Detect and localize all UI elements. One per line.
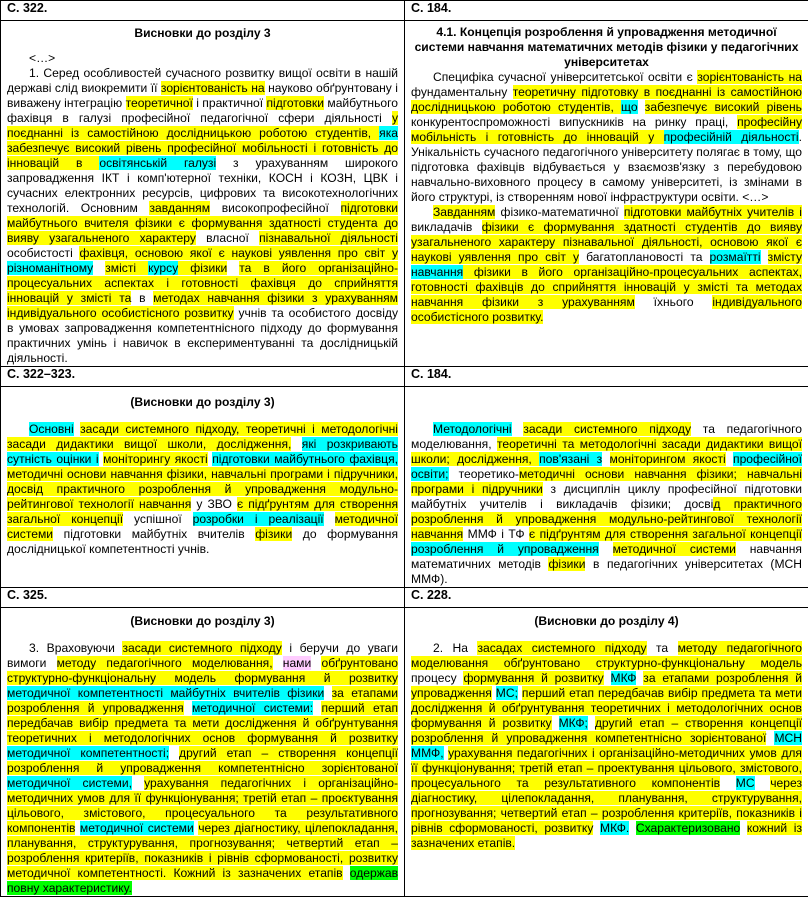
paragraph [411,205,802,325]
text-run: у ЗВО [191,497,237,511]
text-run [755,776,771,790]
highlighted-text: розмаїтті [710,250,761,264]
text-run: їхнього [635,295,713,309]
highlighted-text: методичної системи [7,512,398,541]
highlighted-text: методичної системи [80,821,194,835]
text-run: в [131,291,153,305]
highlighted-text: методичні основи навчання фізики; навчальні програми і підручники [411,467,802,496]
text-run: багатоплановості та [579,250,710,264]
text-run: фундаментальну [411,85,513,99]
highlighted-text: пізнавальної діяльності [259,231,398,245]
highlighted-text: яка [379,126,398,140]
highlighted-text: завданням [149,201,210,215]
highlighted-text: змісті [105,261,148,275]
right-cell [405,387,808,588]
paragraph [411,422,802,587]
text-run: теоретико- [449,467,519,481]
highlighted-text: МКФ [611,671,637,685]
text-run: 1. Серед особливостей сучасного розвитку вищої освіти в нашій державі слід виокремити її [7,66,398,95]
highlighted-text: методичної компетентності майбутніх вчителів фізики [7,686,324,700]
text-run [227,261,239,275]
highlighted-text: Методологічні [433,422,512,436]
highlighted-text: методу педагогічного моделювання обґрунтовано структурно-функціональну модель [411,641,802,670]
paragraph [411,70,802,205]
highlighted-text: теоретичні та методологічні засади дидактики вищої школи; дослідження, [411,437,802,466]
highlighted-text: різноманітному [7,261,93,275]
text-run [593,821,600,835]
text-run: навчання математичних методів [411,542,802,571]
highlighted-text: моніторингу якості [103,452,208,466]
highlighted-text: які розкривають сутність оцінки і [7,437,398,466]
highlighted-text: одержав повну характеристику. [7,866,398,895]
highlighted-text: методичні основи навчання фізики, навчальні програми і підручники, досвід практичного розроблення й упровадження модульно-рейтингової технології навчання [7,467,398,511]
text-run [324,686,331,700]
text-run [588,716,595,730]
paragraph [7,422,398,557]
highlighted-text: засади системного підходу, теоретичні і методологічні засади дидактики вищої школи, дослідження, [7,422,398,451]
text-run [132,776,144,790]
text-run [512,422,524,436]
highlighted-text: професійну мобільність і готовність до інновацій у [411,115,802,144]
text-run: з дисциплін циклу професійної підготовки майбутніх учителів і викладачів фізики; досві [411,482,802,511]
text-run [740,821,747,835]
highlighted-text: перший етап передбачав вибір предмета та мети дослідження й обґрунтування теоретичних і методологічних основ формування й розвитку [411,686,802,730]
highlighted-text: теоретичної [126,96,193,110]
highlighted-text: другий етап – створення концепції розроблення й упровадження компетентнісно зорієнтованої [411,716,802,745]
left-page-ref: С. 322. [1,1,405,21]
highlighted-text: методичної компетентності; [7,746,169,760]
highlighted-text: забезпечує високий рівень [645,100,802,114]
highlighted-text: засади системного підходу [122,641,281,655]
text-run: Специфіка сучасної університетської освіти є [433,70,697,84]
highlighted-text: за етапами розроблення й упровадження [411,671,802,700]
text-run [602,452,609,466]
text-run [629,821,636,835]
highlighted-text: розроблення й упровадження [411,542,599,556]
highlighted-text: забезпечує високий рівень професійної мобільності і готовність до інновацій в [7,141,398,170]
text-run: майбутнього фахівця в галузі професійної педагогічної сфери діяльності [7,96,398,125]
paragraph [7,641,398,896]
highlighted-text: фізики є формування здатності студентів до вияву узагальненого характеру пізнавальної діяльності, основою якої є наукові уявлення про світ у [411,220,802,264]
highlighted-text: фізики в його організаційно-процесуальних аспектах, готовності фахівців до сприйняття інновацій у змісті та методах навчання фізики з урахуванням [411,265,802,309]
highlighted-text: навчання [411,265,463,279]
text-run [604,671,611,685]
highlighted-text: курсу [148,261,178,275]
highlighted-text: професійної освіти; [411,452,802,481]
text-run [761,250,768,264]
text-run: та педагогічного моделювання, [411,422,802,451]
text-run [184,701,192,715]
section-title: Висновки до розділу 3 [7,26,398,41]
highlighted-text: моніторингом якості [610,452,726,466]
highlighted-text: МКФ. [600,821,629,835]
text-run [311,656,321,670]
right-cell [405,21,808,367]
highlighted-text: МС [736,776,755,790]
left-cell [1,21,405,367]
highlighted-text: нами [283,656,311,670]
text-run [638,100,645,114]
highlighted-text: фізики [255,527,292,541]
highlighted-text: індивідуального особистісного розвитку. [411,295,802,324]
highlighted-text: методичної системи, [7,776,132,790]
highlighted-text: та в його організаційно-процесуальних аспектах і готовності фахівця до сприйняття інновацій у змісті та [7,261,398,305]
text-run: підготовки майбутніх вчителів [53,527,255,541]
text-run: в педагогічних університетах (МСН ММФ). [411,557,802,586]
highlighted-text: через діагностику, цілепокладання, планування, структурування, прогнозування; четвертий етап – розроблення критеріїв, показників і рівнів сформованості, розвитку методичної компетентності. Кожний із зазначених етапів [7,821,398,880]
highlighted-text: перший етап передбачав вибір предмета та мети дослідження й обґрунтування теоретичних і методологічних основ формування й розвитку [7,701,398,745]
text-run: і беручи до уваги вимоги [7,641,398,670]
highlighted-text: Завданням [433,205,495,219]
text-run: та [647,641,678,655]
text-run: процесу [411,671,463,685]
text-run [169,746,179,760]
highlighted-text: методах навчання фізики з урахуванням індивідуального особистісного розвитку [7,291,398,320]
text-run: 3. Враховуючи [29,641,122,655]
highlighted-text: освітянській галузі [99,156,216,170]
highlighted-text: фізики [178,261,227,275]
highlighted-text: розробки і реалізації [193,512,324,526]
text-run [720,776,736,790]
content-row [1,21,808,367]
page-ref-row [1,588,808,608]
highlighted-text: зорієнтованість на [697,70,802,84]
highlighted-text: підготовки майбутнього фахівця, [212,452,398,466]
text-run: з урахуванням широкого запровадження ІКТ і комп'ютерної техніки, КОСН і КОЗН, ЦВК і сучасних електронних ресурсів, цифрових та високотехнологічних технологій. Основним [7,156,398,215]
text-run: . Унікальність сучасного педагогічного університету полягає в тому, що підготовка фахівців відбувається у взаємозв'язку з перебудовою навчально-виховного процесу в самому університеті, із змінами в його структурі, із створенням нової інфраструктури освіти. <…> [411,130,802,204]
highlighted-text: є підґрунтям для створення загальної концепції [529,527,802,541]
highlighted-text: засадах системного підходу [477,641,646,655]
ellipsis-marker: <…> [7,51,398,66]
highlighted-text: через діагностику, цілепокладання, планування, структурування, прогнозування; четвертий етап – розроблення критеріїв, показників і рівнів сформованості, розвитку [411,776,802,835]
highlighted-text: підготовки [266,96,324,110]
section-title: (Висновки до розділу 4) [411,614,802,629]
content-row [1,387,808,588]
text-run: до формування дослідницької компетентності учнів. [7,527,398,556]
text-run: успішної [123,512,193,526]
highlighted-text: методичної системи: [192,701,313,715]
highlighted-text: урахування педагогічних і організаційно-методичних умов для її функціонування; третій етап – проектування цільового, змістового, процесуального та результативного компонентів [411,746,802,790]
highlighted-text: МС; [496,686,518,700]
highlighted-text: МСН ММФ, [411,731,802,760]
text-run: 2. На [433,641,477,655]
highlighted-text: є підґрунтям для створення загальної концепції [7,497,398,526]
highlighted-text: Схарактеризовано [636,821,740,835]
highlighted-text: змісту [768,250,802,264]
left-page-ref: С. 322–323. [1,367,405,387]
highlighted-text: у поєднанні із самостійною дослідницькою роботою студентів, [7,111,398,140]
highlighted-text: урахування педагогічних і організаційно-методичних умов для її функціонування; третій етап – проєктування цільового, змістового, процесуального та результативного компонентів [7,776,398,835]
highlighted-text: МКФ; [559,716,588,730]
right-page-ref: С. 184. [405,367,808,387]
highlighted-text: теоретичну підготовку в поєднанні із самостійною дослідницькою роботою студентів, [411,85,802,114]
paragraph [7,66,398,366]
text-run [291,437,301,451]
text-run: конкурентоспроможності випускників на ринку праці, [411,115,737,129]
empty-title-space [411,387,802,422]
text-run: і практичної [193,96,267,110]
text-run: особистості [7,246,79,260]
highlighted-text: підготовки майбутнього вчителя фізики є формування здатності студента до вияву узагальненого характеру [7,201,398,245]
page-ref-row [1,1,808,21]
section-title: (Висновки до розділу 3) [7,395,398,410]
highlighted-text: фахівця, основою якої є наукові уявлення про світ у [79,246,398,260]
right-page-ref: С. 184. [405,1,808,21]
left-page-ref: С. 325. [1,588,405,608]
text-run: ММФ і ТФ [463,527,529,541]
text-run [552,716,559,730]
highlighted-text: формування й розвитку [463,671,603,685]
text-run: учнів та особистого досвіду в умовах запровадження компетентнісного підходу до формування практичних умінь і навичок в експериментуванні та дослідницькій діяльності. [7,306,398,365]
highlighted-text: що [621,100,638,114]
highlighted-text: професійній діяльності [664,130,799,144]
highlighted-text: методичної системи [613,542,736,556]
text-run: високопрофесійної [210,201,340,215]
text-run: фізико-математичної [495,205,624,219]
text-run: науково обґрунтовану і виважену інтеграцію [7,81,398,110]
section-title: (Висновки до розділу 3) [7,614,398,629]
text-run [273,656,283,670]
highlighted-text: обґрунтовано структурно-функціональну модель формування й розвитку [7,656,398,685]
highlighted-text: за етапами розроблення й упровадження [7,686,398,715]
left-cell [1,608,405,897]
text-run [343,866,350,880]
highlighted-text: пов'язані з [539,452,602,466]
highlighted-text: кожний із зазначених етапів. [411,821,802,850]
highlighted-text: зорієнтованість на [161,81,265,95]
text-run: власної [196,231,259,245]
text-run [599,542,613,556]
highlighted-text: підготовки майбутніх учителів і [624,205,802,219]
highlighted-text: Основні [29,422,74,436]
text-run [324,512,335,526]
content-row [1,608,808,897]
highlighted-text: другий етап – створення концепції розроблення й упровадження компетентнісно зорієнтованої [7,746,398,775]
highlighted-text: фізики [548,557,585,571]
right-page-ref: С. 228. [405,588,808,608]
highlighted-text: засади системного підходу [523,422,691,436]
right-cell [405,608,808,897]
highlighted-text: методу педагогічного моделювання, [57,656,273,670]
text-run: викладачів [411,220,482,234]
text-run [726,452,733,466]
text-run [93,261,105,275]
page-ref-row [1,367,808,387]
section-title: 4.1. Концепція розроблення й упровадження методичної системи навчання математичних методів фізики у педагогічних університетах [411,25,802,70]
left-cell [1,387,405,588]
paragraph [411,641,802,851]
highlighted-text: д практичного розроблення й упровадження модульно-рейтингової технології навчання [411,497,802,541]
